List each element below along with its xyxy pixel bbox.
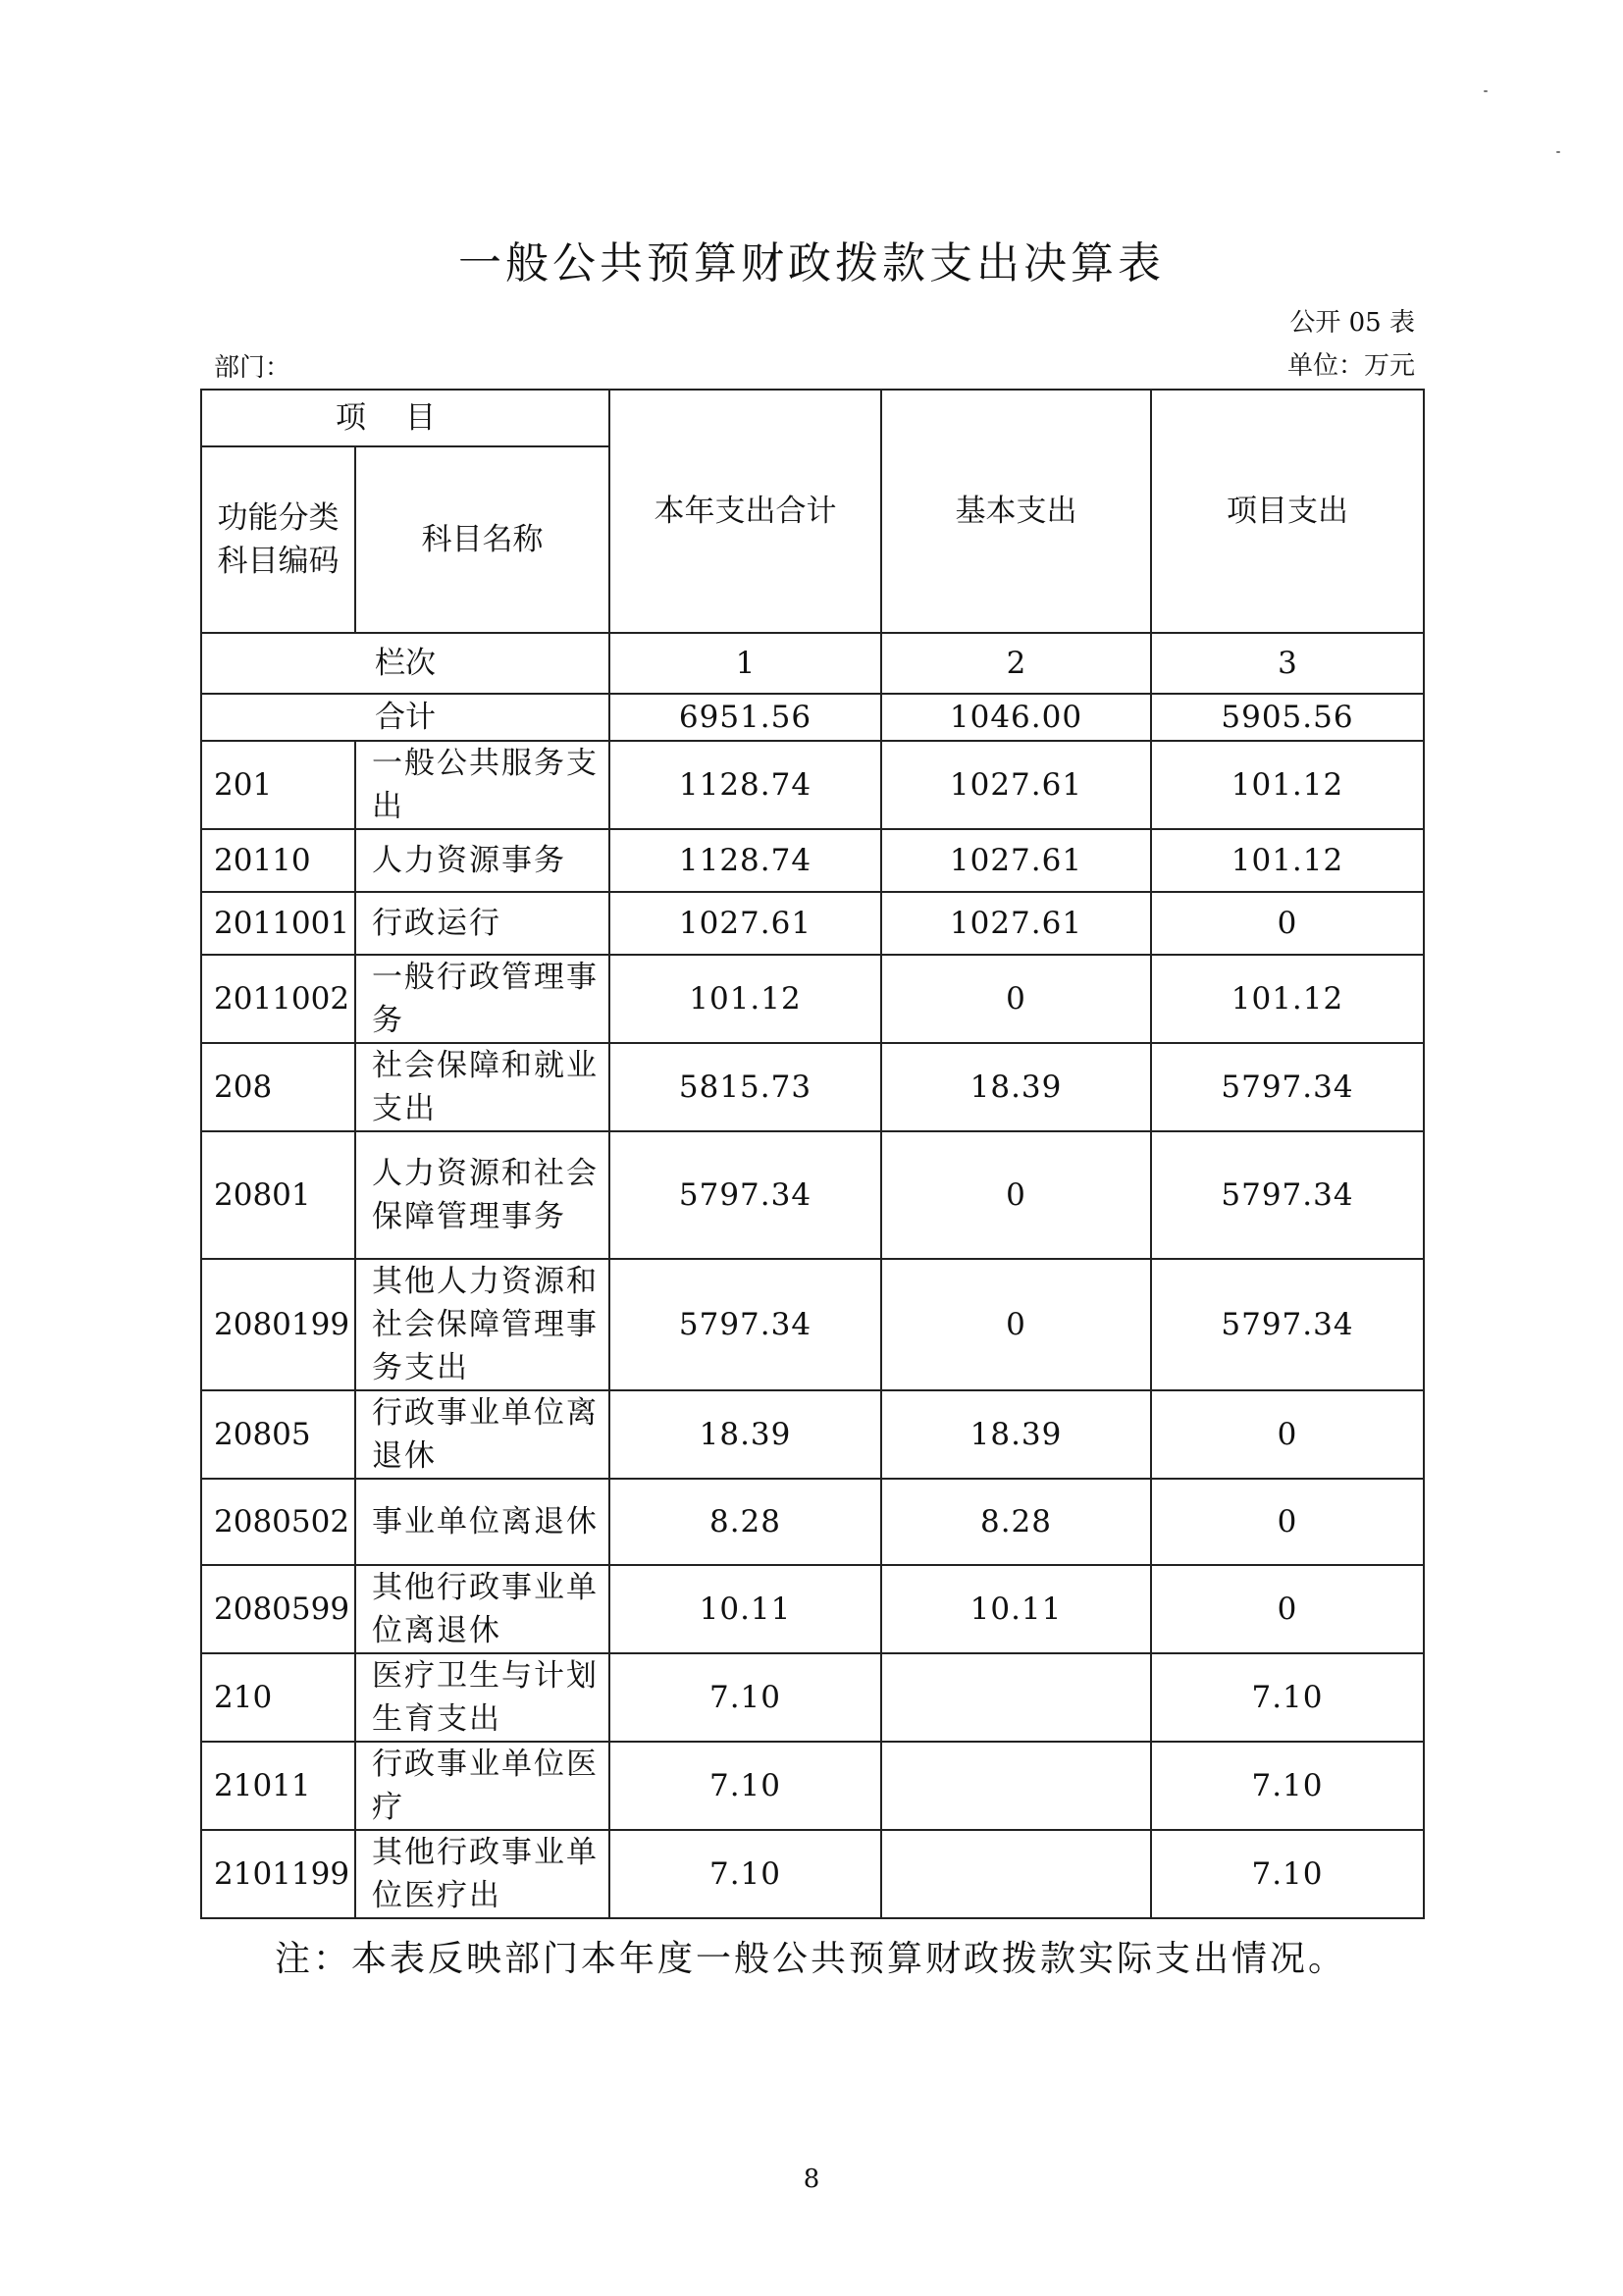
row-total: 101.12: [609, 955, 881, 1043]
row-basic: 0: [881, 1259, 1151, 1390]
row-basic: 0: [881, 1131, 1151, 1259]
row-total: 5815.73: [609, 1043, 881, 1131]
table-row: [201, 1653, 1424, 1742]
row-name: 人力资源事务: [355, 829, 609, 892]
header-project-expense: 项目支出: [1151, 390, 1424, 633]
table-row: [201, 741, 1424, 829]
row-project: 0: [1151, 1565, 1424, 1653]
row-total: 7.10: [609, 1830, 881, 1918]
table-row: [201, 1830, 1424, 1918]
row-total: 8.28: [609, 1479, 881, 1565]
table-row: [201, 1390, 1424, 1479]
row-name: 其他人力资源和社会保障管理事务支出: [355, 1259, 609, 1390]
row-name: 人力资源和社会保障管理事务: [355, 1131, 609, 1259]
row-total: 7.10: [609, 1742, 881, 1830]
row-basic: 0: [881, 955, 1151, 1043]
row-code: 210: [201, 1653, 355, 1742]
row-total: 7.10: [609, 1653, 881, 1742]
row-total: 1128.74: [609, 829, 881, 892]
row-basic: 1027.61: [881, 741, 1151, 829]
row-project: 0: [1151, 1479, 1424, 1565]
scan-speck: [1484, 90, 1488, 92]
row-name: 一般行政管理事务: [355, 955, 609, 1043]
row-code: 208: [201, 1043, 355, 1131]
row-code: 2080502: [201, 1479, 355, 1565]
row-basic: [881, 1653, 1151, 1742]
table-row: [201, 1259, 1424, 1390]
row-basic: 1027.61: [881, 892, 1151, 955]
row-basic: 18.39: [881, 1390, 1151, 1479]
row-project: 5797.34: [1151, 1043, 1424, 1131]
header-total: 本年支出合计: [609, 390, 881, 633]
row-code: 2011001: [201, 892, 355, 955]
row-project: 7.10: [1151, 1653, 1424, 1742]
row-code: 2080599: [201, 1565, 355, 1653]
column-number-label: 栏次: [201, 633, 609, 694]
row-code: 20801: [201, 1131, 355, 1259]
row-total: 1027.61: [609, 892, 881, 955]
total-amount: 6951.56: [609, 694, 881, 741]
header-project: 项目: [201, 390, 609, 446]
table-row: [201, 829, 1424, 892]
header-category-code: 功能分类科目编码: [201, 446, 355, 633]
row-name: 行政事业单位离退休: [355, 1390, 609, 1479]
row-project: 7.10: [1151, 1830, 1424, 1918]
row-code: 2101199: [201, 1830, 355, 1918]
total-basic: 1046.00: [881, 694, 1151, 741]
department-label: 部门：: [214, 353, 291, 383]
row-name: 行政事业单位医疗: [355, 1742, 609, 1830]
row-name: 医疗卫生与计划生育支出: [355, 1653, 609, 1742]
row-name: 社会保障和就业支出: [355, 1043, 609, 1131]
table-row: [201, 955, 1424, 1043]
row-code: 2080199: [201, 1259, 355, 1390]
row-total: 5797.34: [609, 1131, 881, 1259]
row-project: 101.12: [1151, 829, 1424, 892]
row-code: 21011: [201, 1742, 355, 1830]
row-code: 201: [201, 741, 355, 829]
row-name: 一般公共服务支出: [355, 741, 609, 829]
total-label: 合计: [201, 694, 609, 741]
page-number: 8: [803, 2165, 820, 2194]
header-subject-name: 科目名称: [355, 446, 609, 633]
row-basic: [881, 1742, 1151, 1830]
row-basic: 10.11: [881, 1565, 1151, 1653]
row-name: 其他行政事业单位医疗出: [355, 1830, 609, 1918]
row-total: 1128.74: [609, 741, 881, 829]
row-name: 事业单位离退休: [355, 1479, 609, 1565]
row-project: 0: [1151, 1390, 1424, 1479]
table-row: [201, 1565, 1424, 1653]
row-project: 101.12: [1151, 741, 1424, 829]
table-row: [201, 1131, 1424, 1259]
header-basic: 基本支出: [881, 390, 1151, 633]
row-basic: [881, 1830, 1151, 1918]
row-project: 101.12: [1151, 955, 1424, 1043]
row-code: 20110: [201, 829, 355, 892]
scan-speck: [1556, 151, 1560, 153]
row-project: 0: [1151, 892, 1424, 955]
row-total: 5797.34: [609, 1259, 881, 1390]
expenditure-table: [200, 389, 1425, 1919]
column-number: 1: [609, 633, 881, 694]
table-row: [201, 1043, 1424, 1131]
row-basic: 18.39: [881, 1043, 1151, 1131]
unit-label: 单位：万元: [1286, 351, 1415, 381]
table-row: [201, 1479, 1424, 1565]
row-total: 18.39: [609, 1390, 881, 1479]
total-project: 5905.56: [1151, 694, 1424, 741]
row-basic: 1027.61: [881, 829, 1151, 892]
form-number: 公开 05 表: [1289, 308, 1415, 338]
row-project: 5797.34: [1151, 1131, 1424, 1259]
row-project: 5797.34: [1151, 1259, 1424, 1390]
footnote: 注：本表反映部门本年度一般公共预算财政拨款实际支出情况。: [275, 1939, 1347, 1979]
table-row: [201, 1742, 1424, 1830]
table-row: [201, 892, 1424, 955]
row-code: 2011002: [201, 955, 355, 1043]
row-code: 20805: [201, 1390, 355, 1479]
row-total: 10.11: [609, 1565, 881, 1653]
row-name: 行政运行: [355, 892, 609, 955]
row-name: 其他行政事业单位离退休: [355, 1565, 609, 1653]
page-title: 一般公共预算财政拨款支出决算表: [458, 238, 1165, 288]
row-basic: 8.28: [881, 1479, 1151, 1565]
column-number: 3: [1151, 633, 1424, 694]
row-project: 7.10: [1151, 1742, 1424, 1830]
column-number: 2: [881, 633, 1151, 694]
